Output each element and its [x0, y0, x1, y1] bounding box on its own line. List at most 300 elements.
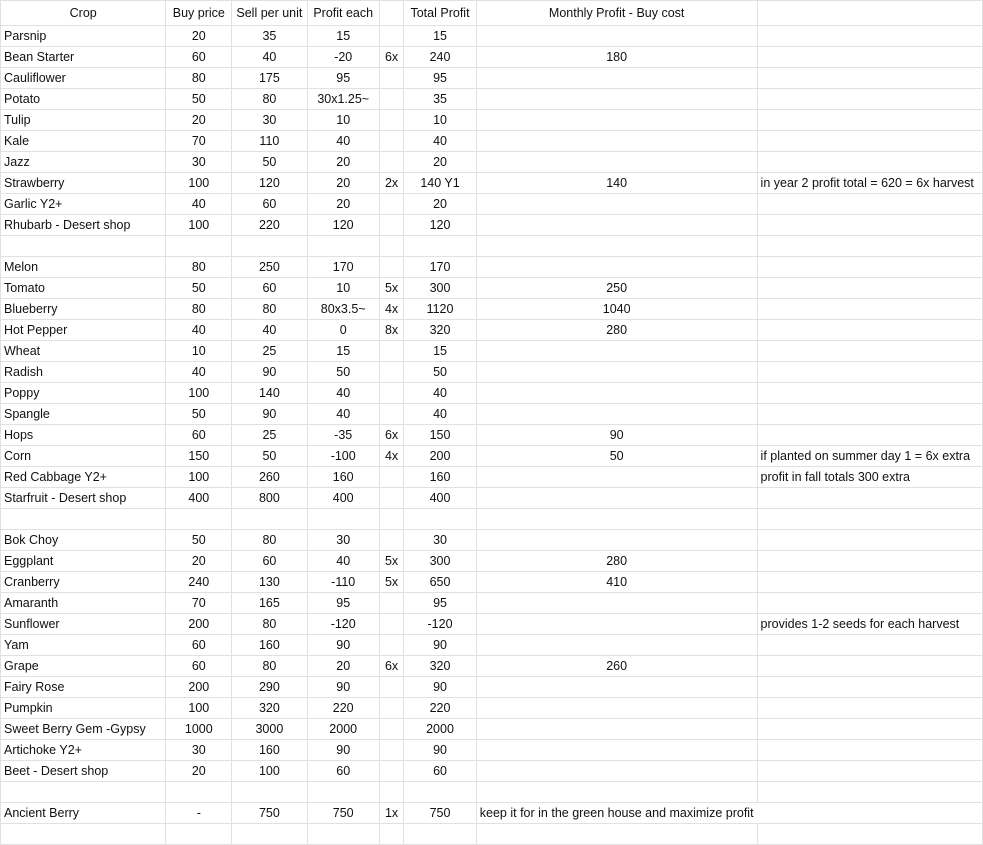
cell-profit-each[interactable]: 15	[307, 341, 379, 362]
header-cell-harvest-multiplier[interactable]	[379, 1, 403, 26]
cell-buy-price[interactable]: 20	[166, 26, 232, 47]
cell-monthly-profit-buy-cost[interactable]: 1040	[476, 299, 757, 320]
cell-buy-price[interactable]: 200	[166, 677, 232, 698]
cell-profit-each[interactable]: 40	[307, 383, 379, 404]
cell-sell-per-unit[interactable]: 165	[232, 593, 307, 614]
cell-crop[interactable]: Ancient Berry	[1, 803, 166, 824]
cell-total-profit[interactable]: 95	[404, 68, 477, 89]
cell-note[interactable]	[757, 215, 982, 236]
header-cell-buy-price[interactable]: Buy price	[166, 1, 232, 26]
cell-note[interactable]	[757, 383, 982, 404]
cell-profit-each[interactable]: 160	[307, 467, 379, 488]
cell-buy-price[interactable]: 50	[166, 278, 232, 299]
cell-sell-per-unit[interactable]: 80	[232, 89, 307, 110]
cell-sell-per-unit[interactable]: 120	[232, 173, 307, 194]
cell-profit-each[interactable]: 90	[307, 635, 379, 656]
cell-harvest-multiplier[interactable]	[379, 824, 403, 845]
cell-crop[interactable]: Tomato	[1, 278, 166, 299]
cell-crop[interactable]: Hops	[1, 425, 166, 446]
cell-buy-price[interactable]: 240	[166, 572, 232, 593]
cell-crop[interactable]: Poppy	[1, 383, 166, 404]
cell-monthly-profit-buy-cost[interactable]	[476, 467, 757, 488]
cell-harvest-multiplier[interactable]	[379, 719, 403, 740]
cell-harvest-multiplier[interactable]	[379, 236, 403, 257]
cell-profit-each[interactable]: 120	[307, 215, 379, 236]
cell-harvest-multiplier[interactable]: 6x	[379, 656, 403, 677]
cell-sell-per-unit[interactable]: 3000	[232, 719, 307, 740]
cell-sell-per-unit[interactable]	[232, 509, 307, 530]
cell-total-profit[interactable]: 20	[404, 152, 477, 173]
cell-harvest-multiplier[interactable]	[379, 257, 403, 278]
cell-note[interactable]	[757, 824, 982, 845]
cell-crop[interactable]: Garlic Y2+	[1, 194, 166, 215]
cell-note[interactable]: if planted on summer day 1 = 6x extra	[757, 446, 982, 467]
cell-buy-price[interactable]: 10	[166, 341, 232, 362]
cell-buy-price[interactable]: 80	[166, 299, 232, 320]
cell-total-profit[interactable]: 35	[404, 89, 477, 110]
cell-profit-each[interactable]: 40	[307, 131, 379, 152]
cell-crop[interactable]: Cranberry	[1, 572, 166, 593]
cell-crop[interactable]	[1, 236, 166, 257]
cell-sell-per-unit[interactable]: 320	[232, 698, 307, 719]
cell-harvest-multiplier[interactable]: 6x	[379, 425, 403, 446]
cell-note[interactable]	[757, 740, 982, 761]
cell-crop[interactable]: Pumpkin	[1, 698, 166, 719]
cell-sell-per-unit[interactable]: 40	[232, 320, 307, 341]
cell-note[interactable]	[757, 656, 982, 677]
cell-total-profit[interactable]: 220	[404, 698, 477, 719]
cell-harvest-multiplier[interactable]	[379, 488, 403, 509]
cell-harvest-multiplier[interactable]	[379, 68, 403, 89]
cell-monthly-profit-buy-cost[interactable]	[476, 614, 757, 635]
cell-profit-each[interactable]: 400	[307, 488, 379, 509]
cell-harvest-multiplier[interactable]: 2x	[379, 173, 403, 194]
cell-buy-price[interactable]	[166, 509, 232, 530]
cell-total-profit[interactable]: 200	[404, 446, 477, 467]
cell-crop[interactable]: Artichoke Y2+	[1, 740, 166, 761]
cell-crop[interactable]: Sweet Berry Gem -Gypsy	[1, 719, 166, 740]
cell-crop[interactable]: Bok Choy	[1, 530, 166, 551]
cell-monthly-profit-buy-cost[interactable]	[476, 383, 757, 404]
cell-buy-price[interactable]: 100	[166, 467, 232, 488]
cell-note[interactable]	[757, 278, 982, 299]
cell-monthly-profit-buy-cost[interactable]	[476, 68, 757, 89]
cell-crop[interactable]: Fairy Rose	[1, 677, 166, 698]
cell-total-profit[interactable]: 320	[404, 656, 477, 677]
cell-monthly-profit-buy-cost[interactable]: 280	[476, 551, 757, 572]
cell-sell-per-unit[interactable]: 25	[232, 425, 307, 446]
cell-note[interactable]	[757, 404, 982, 425]
cell-profit-each[interactable]: 40	[307, 404, 379, 425]
cell-harvest-multiplier[interactable]	[379, 110, 403, 131]
cell-harvest-multiplier[interactable]	[379, 362, 403, 383]
cell-crop[interactable]	[1, 782, 166, 803]
cell-buy-price[interactable]: 50	[166, 404, 232, 425]
cell-profit-each[interactable]: 20	[307, 656, 379, 677]
cell-buy-price[interactable]: 60	[166, 656, 232, 677]
cell-monthly-profit-buy-cost[interactable]	[476, 26, 757, 47]
cell-monthly-profit-buy-cost[interactable]	[476, 635, 757, 656]
header-cell-total-profit[interactable]: Total Profit	[404, 1, 477, 26]
cell-crop[interactable]: Red Cabbage Y2+	[1, 467, 166, 488]
cell-note[interactable]	[757, 362, 982, 383]
cell-profit-each[interactable]	[307, 509, 379, 530]
cell-sell-per-unit[interactable]	[232, 782, 307, 803]
cell-total-profit[interactable]: 120	[404, 215, 477, 236]
cell-sell-per-unit[interactable]: 25	[232, 341, 307, 362]
cell-note[interactable]	[757, 761, 982, 782]
cell-buy-price[interactable]: 50	[166, 530, 232, 551]
cell-profit-each[interactable]: 0	[307, 320, 379, 341]
cell-note[interactable]: profit in fall totals 300 extra	[757, 467, 982, 488]
cell-monthly-profit-buy-cost[interactable]	[476, 719, 757, 740]
cell-sell-per-unit[interactable]: 90	[232, 404, 307, 425]
cell-harvest-multiplier[interactable]	[379, 698, 403, 719]
cell-total-profit[interactable]: 320	[404, 320, 477, 341]
cell-buy-price[interactable]: 100	[166, 173, 232, 194]
cell-crop[interactable]: Blueberry	[1, 299, 166, 320]
cell-profit-each[interactable]: 170	[307, 257, 379, 278]
cell-total-profit[interactable]: 90	[404, 677, 477, 698]
cell-monthly-profit-buy-cost[interactable]: 50	[476, 446, 757, 467]
cell-note[interactable]	[757, 698, 982, 719]
cell-monthly-profit-buy-cost[interactable]	[476, 824, 757, 845]
cell-sell-per-unit[interactable]	[232, 236, 307, 257]
cell-sell-per-unit[interactable]: 100	[232, 761, 307, 782]
cell-profit-each[interactable]: 40	[307, 551, 379, 572]
cell-total-profit[interactable]: -120	[404, 614, 477, 635]
cell-buy-price[interactable]: 150	[166, 446, 232, 467]
cell-sell-per-unit[interactable]: 35	[232, 26, 307, 47]
cell-note[interactable]	[757, 68, 982, 89]
cell-sell-per-unit[interactable]: 60	[232, 278, 307, 299]
cell-crop[interactable]: Spangle	[1, 404, 166, 425]
cell-buy-price[interactable]: 400	[166, 488, 232, 509]
cell-profit-each[interactable]: 10	[307, 278, 379, 299]
cell-buy-price[interactable]: 80	[166, 68, 232, 89]
cell-sell-per-unit[interactable]: 160	[232, 635, 307, 656]
cell-crop[interactable]: Amaranth	[1, 593, 166, 614]
cell-total-profit[interactable]	[404, 782, 477, 803]
cell-crop[interactable]: Rhubarb - Desert shop	[1, 215, 166, 236]
cell-buy-price[interactable]: 40	[166, 194, 232, 215]
cell-buy-price[interactable]: 80	[166, 257, 232, 278]
cell-monthly-profit-buy-cost[interactable]	[476, 215, 757, 236]
cell-harvest-multiplier[interactable]	[379, 152, 403, 173]
cell-monthly-profit-buy-cost[interactable]	[476, 593, 757, 614]
cell-note[interactable]	[757, 131, 982, 152]
cell-crop[interactable]	[1, 824, 166, 845]
cell-total-profit[interactable]: 40	[404, 383, 477, 404]
cell-crop[interactable]	[1, 509, 166, 530]
cell-sell-per-unit[interactable]: 50	[232, 446, 307, 467]
cell-buy-price[interactable]: 60	[166, 635, 232, 656]
cell-profit-each[interactable]: 95	[307, 593, 379, 614]
cell-crop[interactable]: Potato	[1, 89, 166, 110]
cell-note[interactable]	[757, 341, 982, 362]
cell-total-profit[interactable]: 40	[404, 404, 477, 425]
cell-note[interactable]	[757, 89, 982, 110]
cell-total-profit[interactable]: 1120	[404, 299, 477, 320]
cell-harvest-multiplier[interactable]	[379, 530, 403, 551]
cell-monthly-profit-buy-cost[interactable]: 250	[476, 278, 757, 299]
cell-note[interactable]	[757, 509, 982, 530]
cell-monthly-profit-buy-cost[interactable]	[476, 341, 757, 362]
cell-profit-each[interactable]: 15	[307, 26, 379, 47]
cell-harvest-multiplier[interactable]	[379, 89, 403, 110]
cell-total-profit[interactable]: 90	[404, 635, 477, 656]
cell-harvest-multiplier[interactable]: 5x	[379, 278, 403, 299]
cell-harvest-multiplier[interactable]	[379, 215, 403, 236]
cell-monthly-profit-buy-cost[interactable]	[476, 194, 757, 215]
cell-harvest-multiplier[interactable]: 5x	[379, 551, 403, 572]
cell-harvest-multiplier[interactable]: 1x	[379, 803, 403, 824]
cell-sell-per-unit[interactable]: 750	[232, 803, 307, 824]
cell-buy-price[interactable]: 60	[166, 425, 232, 446]
cell-monthly-profit-buy-cost[interactable]: 180	[476, 47, 757, 68]
cell-crop[interactable]: Starfruit - Desert shop	[1, 488, 166, 509]
cell-buy-price[interactable]	[166, 236, 232, 257]
cell-harvest-multiplier[interactable]	[379, 341, 403, 362]
cell-total-profit[interactable]: 20	[404, 194, 477, 215]
cell-crop[interactable]: Tulip	[1, 110, 166, 131]
cell-harvest-multiplier[interactable]	[379, 635, 403, 656]
cell-total-profit[interactable]: 400	[404, 488, 477, 509]
cell-note[interactable]	[757, 425, 982, 446]
header-cell-monthly-profit-buy-cost[interactable]: Monthly Profit - Buy cost	[476, 1, 757, 26]
cell-buy-price[interactable]	[166, 824, 232, 845]
cell-total-profit[interactable]: 15	[404, 26, 477, 47]
cell-profit-each[interactable]: -120	[307, 614, 379, 635]
cell-profit-each[interactable]: -100	[307, 446, 379, 467]
cell-crop[interactable]: Strawberry	[1, 173, 166, 194]
cell-buy-price[interactable]: 20	[166, 761, 232, 782]
cell-harvest-multiplier[interactable]	[379, 404, 403, 425]
cell-profit-each[interactable]: 20	[307, 152, 379, 173]
cell-profit-each[interactable]: 20	[307, 173, 379, 194]
cell-monthly-profit-buy-cost[interactable]	[476, 236, 757, 257]
header-cell-note[interactable]	[757, 1, 982, 26]
cell-note[interactable]	[757, 257, 982, 278]
cell-crop[interactable]: Hot Pepper	[1, 320, 166, 341]
cell-buy-price[interactable]: 30	[166, 152, 232, 173]
cell-total-profit[interactable]: 160	[404, 467, 477, 488]
cell-profit-each[interactable]: 220	[307, 698, 379, 719]
cell-note[interactable]	[757, 110, 982, 131]
cell-sell-per-unit[interactable]: 140	[232, 383, 307, 404]
cell-harvest-multiplier[interactable]	[379, 509, 403, 530]
cell-note[interactable]: in year 2 profit total = 620 = 6x harvest	[757, 173, 982, 194]
cell-harvest-multiplier[interactable]	[379, 593, 403, 614]
cell-buy-price[interactable]: 200	[166, 614, 232, 635]
cell-profit-each[interactable]: 30	[307, 530, 379, 551]
cell-harvest-multiplier[interactable]	[379, 383, 403, 404]
cell-total-profit[interactable]: 90	[404, 740, 477, 761]
cell-total-profit[interactable]: 150	[404, 425, 477, 446]
cell-sell-per-unit[interactable]: 250	[232, 257, 307, 278]
cell-profit-each[interactable]: 2000	[307, 719, 379, 740]
cell-monthly-profit-buy-cost[interactable]: 260	[476, 656, 757, 677]
cell-sell-per-unit[interactable]: 80	[232, 614, 307, 635]
cell-harvest-multiplier[interactable]	[379, 740, 403, 761]
cell-crop[interactable]: Grape	[1, 656, 166, 677]
cell-monthly-profit-buy-cost[interactable]	[476, 782, 757, 803]
cell-profit-each[interactable]: 20	[307, 194, 379, 215]
cell-sell-per-unit[interactable]: 800	[232, 488, 307, 509]
cell-crop[interactable]: Eggplant	[1, 551, 166, 572]
cell-note[interactable]	[757, 530, 982, 551]
cell-total-profit[interactable]: 95	[404, 593, 477, 614]
cell-sell-per-unit[interactable]: 40	[232, 47, 307, 68]
cell-profit-each[interactable]: -110	[307, 572, 379, 593]
cell-buy-price[interactable]: 70	[166, 131, 232, 152]
cell-harvest-multiplier[interactable]: 4x	[379, 299, 403, 320]
cell-total-profit[interactable]: 15	[404, 341, 477, 362]
cell-note[interactable]	[757, 152, 982, 173]
cell-crop[interactable]: Bean Starter	[1, 47, 166, 68]
cell-crop[interactable]: Wheat	[1, 341, 166, 362]
cell-monthly-profit-buy-cost[interactable]	[476, 131, 757, 152]
cell-profit-each[interactable]: -20	[307, 47, 379, 68]
header-cell-crop[interactable]: Crop	[1, 1, 166, 26]
cell-monthly-profit-buy-cost[interactable]: 280	[476, 320, 757, 341]
cell-profit-each[interactable]: 750	[307, 803, 379, 824]
cell-note[interactable]: provides 1-2 seeds for each harvest	[757, 614, 982, 635]
cell-total-profit[interactable]: 170	[404, 257, 477, 278]
cell-total-profit[interactable]: 60	[404, 761, 477, 782]
cell-harvest-multiplier[interactable]: 5x	[379, 572, 403, 593]
cell-crop[interactable]: Jazz	[1, 152, 166, 173]
cell-total-profit[interactable]	[404, 509, 477, 530]
cell-sell-per-unit[interactable]: 50	[232, 152, 307, 173]
cell-monthly-profit-buy-cost[interactable]	[476, 677, 757, 698]
cell-note[interactable]	[757, 236, 982, 257]
cell-buy-price[interactable]: 60	[166, 47, 232, 68]
cell-buy-price[interactable]	[166, 782, 232, 803]
cell-sell-per-unit[interactable]: 30	[232, 110, 307, 131]
cell-sell-per-unit[interactable]: 80	[232, 656, 307, 677]
cell-total-profit[interactable]	[404, 824, 477, 845]
cell-buy-price[interactable]: -	[166, 803, 232, 824]
cell-note[interactable]	[757, 299, 982, 320]
cell-buy-price[interactable]: 40	[166, 362, 232, 383]
cell-note[interactable]	[757, 803, 982, 824]
cell-monthly-profit-buy-cost[interactable]: 140	[476, 173, 757, 194]
cell-crop[interactable]: Parsnip	[1, 26, 166, 47]
cell-monthly-profit-buy-cost[interactable]: keep it for in the green house and maximize profit	[476, 803, 757, 824]
cell-total-profit[interactable]: 300	[404, 278, 477, 299]
cell-crop[interactable]: Cauliflower	[1, 68, 166, 89]
cell-crop[interactable]: Beet - Desert shop	[1, 761, 166, 782]
cell-sell-per-unit[interactable]: 90	[232, 362, 307, 383]
cell-total-profit[interactable]: 300	[404, 551, 477, 572]
cell-note[interactable]	[757, 194, 982, 215]
cell-profit-each[interactable]: 50	[307, 362, 379, 383]
cell-monthly-profit-buy-cost[interactable]: 410	[476, 572, 757, 593]
cell-crop[interactable]: Corn	[1, 446, 166, 467]
cell-profit-each[interactable]	[307, 824, 379, 845]
cell-buy-price[interactable]: 20	[166, 110, 232, 131]
cell-note[interactable]	[757, 719, 982, 740]
cell-sell-per-unit[interactable]: 60	[232, 551, 307, 572]
cell-total-profit[interactable]: 40	[404, 131, 477, 152]
cell-monthly-profit-buy-cost[interactable]	[476, 362, 757, 383]
cell-sell-per-unit[interactable]: 80	[232, 299, 307, 320]
cell-note[interactable]	[757, 593, 982, 614]
cell-sell-per-unit[interactable]: 60	[232, 194, 307, 215]
cell-profit-each[interactable]: 90	[307, 740, 379, 761]
cell-buy-price[interactable]: 40	[166, 320, 232, 341]
cell-total-profit[interactable]: 30	[404, 530, 477, 551]
cell-harvest-multiplier[interactable]	[379, 677, 403, 698]
cell-monthly-profit-buy-cost[interactable]	[476, 404, 757, 425]
cell-harvest-multiplier[interactable]	[379, 614, 403, 635]
cell-note[interactable]	[757, 488, 982, 509]
cell-sell-per-unit[interactable]: 80	[232, 530, 307, 551]
cell-sell-per-unit[interactable]	[232, 824, 307, 845]
cell-buy-price[interactable]: 100	[166, 383, 232, 404]
cell-sell-per-unit[interactable]: 110	[232, 131, 307, 152]
cell-profit-each[interactable]: 95	[307, 68, 379, 89]
cell-note[interactable]	[757, 782, 982, 803]
cell-total-profit[interactable]: 50	[404, 362, 477, 383]
cell-sell-per-unit[interactable]: 220	[232, 215, 307, 236]
cell-total-profit[interactable]: 140 Y1	[404, 173, 477, 194]
cell-crop[interactable]: Kale	[1, 131, 166, 152]
cell-buy-price[interactable]: 70	[166, 593, 232, 614]
cell-monthly-profit-buy-cost[interactable]	[476, 698, 757, 719]
cell-harvest-multiplier[interactable]	[379, 782, 403, 803]
cell-monthly-profit-buy-cost[interactable]	[476, 761, 757, 782]
cell-buy-price[interactable]: 30	[166, 740, 232, 761]
cell-profit-each[interactable]: 10	[307, 110, 379, 131]
cell-harvest-multiplier[interactable]	[379, 761, 403, 782]
cell-harvest-multiplier[interactable]: 6x	[379, 47, 403, 68]
cell-profit-each[interactable]: 80x3.5~	[307, 299, 379, 320]
cell-monthly-profit-buy-cost[interactable]	[476, 530, 757, 551]
cell-monthly-profit-buy-cost[interactable]	[476, 89, 757, 110]
cell-profit-each[interactable]: -35	[307, 425, 379, 446]
cell-note[interactable]	[757, 572, 982, 593]
header-cell-profit-each[interactable]: Profit each	[307, 1, 379, 26]
cell-note[interactable]	[757, 635, 982, 656]
cell-buy-price[interactable]: 50	[166, 89, 232, 110]
cell-total-profit[interactable]: 750	[404, 803, 477, 824]
cell-note[interactable]	[757, 677, 982, 698]
cell-profit-each[interactable]	[307, 782, 379, 803]
cell-harvest-multiplier[interactable]: 4x	[379, 446, 403, 467]
cell-total-profit[interactable]: 240	[404, 47, 477, 68]
cell-harvest-multiplier[interactable]: 8x	[379, 320, 403, 341]
cell-harvest-multiplier[interactable]	[379, 26, 403, 47]
cell-crop[interactable]: Melon	[1, 257, 166, 278]
cell-profit-each[interactable]: 60	[307, 761, 379, 782]
cell-buy-price[interactable]: 100	[166, 215, 232, 236]
cell-monthly-profit-buy-cost[interactable]	[476, 488, 757, 509]
cell-harvest-multiplier[interactable]	[379, 194, 403, 215]
cell-monthly-profit-buy-cost[interactable]	[476, 509, 757, 530]
cell-note[interactable]	[757, 47, 982, 68]
cell-monthly-profit-buy-cost[interactable]	[476, 257, 757, 278]
cell-harvest-multiplier[interactable]	[379, 467, 403, 488]
cell-monthly-profit-buy-cost[interactable]	[476, 152, 757, 173]
cell-sell-per-unit[interactable]: 290	[232, 677, 307, 698]
cell-monthly-profit-buy-cost[interactable]	[476, 110, 757, 131]
cell-profit-each[interactable]: 30x1.25~	[307, 89, 379, 110]
cell-buy-price[interactable]: 100	[166, 698, 232, 719]
cell-total-profit[interactable]: 10	[404, 110, 477, 131]
cell-buy-price[interactable]: 1000	[166, 719, 232, 740]
